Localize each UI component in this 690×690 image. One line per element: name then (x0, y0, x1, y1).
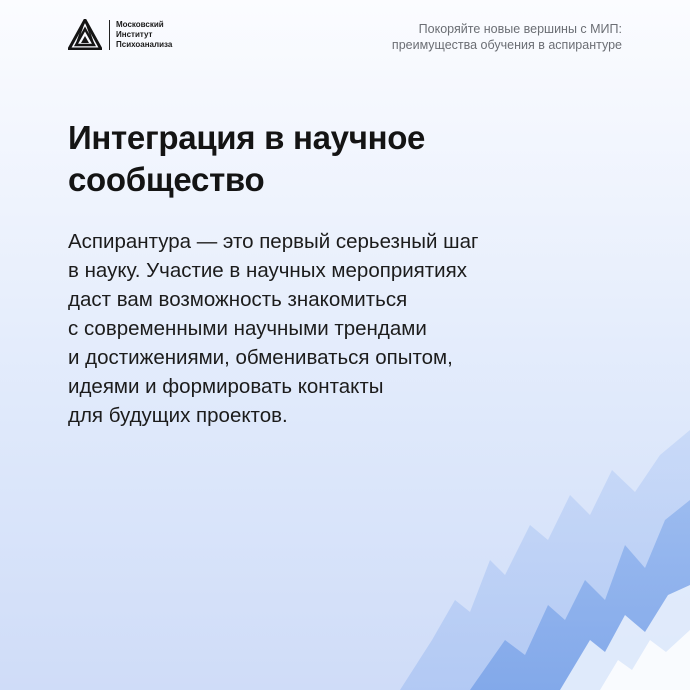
title-line: Интеграция в научное (68, 119, 426, 156)
body-line: с современными научными трендами (68, 317, 427, 340)
brand-name-line: Институт (116, 29, 153, 39)
triangle-logo-icon (68, 19, 102, 50)
slide-title (68, 117, 425, 201)
header-caption (392, 21, 622, 53)
header-caption-line: преимущества обучения в аспирантуре (391, 38, 622, 52)
logo-divider (109, 20, 110, 50)
title-line: сообщество (68, 161, 265, 198)
body-line: даст вам возможность знакомиться (68, 288, 408, 311)
brand-name (116, 20, 172, 50)
brand-logo (68, 19, 172, 50)
body-line: и достижениями, обмениваться опытом, (68, 346, 453, 369)
brand-name-line: Психоанализа (116, 39, 173, 49)
header-caption-line: Покоряйте новые вершины с МИП: (418, 22, 622, 36)
body-line: идеями и формировать контакты (68, 375, 384, 398)
body-line: в науку. Участие в научных мероприятиях (68, 259, 467, 282)
body-line: Аспирантура — это первый серьезный шаг (68, 230, 479, 253)
brand-name-line: Московский (116, 19, 164, 29)
body-line: для будущих проектов. (68, 404, 288, 427)
slide-body (68, 227, 478, 430)
